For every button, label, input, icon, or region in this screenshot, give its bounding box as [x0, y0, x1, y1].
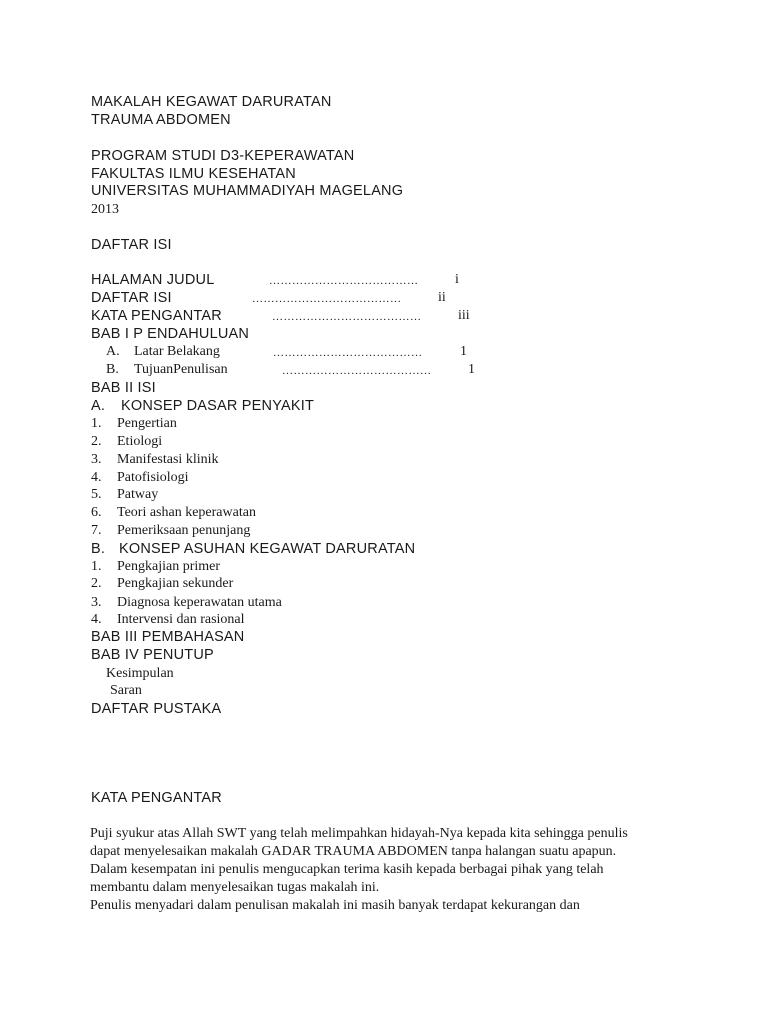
- program-name: PROGRAM STUDI D3-KEPERAWATAN: [91, 148, 355, 164]
- foreword-heading: KATA PENGANTAR: [91, 790, 222, 806]
- toc-item-number: 2.: [91, 434, 102, 449]
- toc-item-label: Etiologi: [117, 434, 163, 449]
- university-name: UNIVERSITAS MUHAMMADIYAH MAGELANG: [91, 183, 404, 199]
- toc-label: Latar Belakang: [134, 344, 220, 359]
- document-title-line-1: MAKALAH KEGAWAT DARURATAN: [91, 94, 332, 110]
- toc-item-number: 6.: [91, 505, 102, 520]
- toc-item-number: 5.: [91, 487, 102, 502]
- toc-leader-dots: …………………………………: [273, 347, 423, 359]
- toc-item-number: 7.: [91, 523, 102, 538]
- toc-item-label: Pengkajian primer: [117, 559, 221, 574]
- toc-bab-4: BAB IV PENUTUP: [91, 647, 214, 663]
- toc-section-label: KONSEP ASUHAN KEGAWAT DARURATAN: [119, 541, 416, 557]
- toc-item-number: 4.: [91, 470, 102, 485]
- foreword-line: membantu dalam menyelesaikan tugas makalah ini.: [90, 880, 380, 895]
- foreword-line: Penulis menyadari dalam penulisan makalah ini masih banyak terdapat kekurangan dan: [90, 898, 580, 913]
- toc-page-number: iii: [458, 308, 470, 323]
- toc-page-number: ii: [438, 290, 446, 305]
- toc-label: HALAMAN JUDUL: [91, 272, 215, 288]
- foreword-line: Dalam kesempatan ini penulis mengucapkan terima kasih kepada berbagai pihak yang telah: [90, 862, 604, 877]
- toc-bab-3: BAB III PEMBAHASAN: [91, 629, 245, 645]
- toc-page-number: 1: [460, 344, 467, 359]
- toc-item-marker: B.: [106, 362, 119, 377]
- toc-page-number: 1: [468, 362, 475, 377]
- toc-label: TujuanPenulisan: [134, 362, 228, 377]
- toc-item-label: Intervensi dan rasional: [117, 612, 245, 627]
- foreword-line: dapat menyelesaikan makalah GADAR TRAUMA ABDOMEN tanpa halangan suatu apapun.: [90, 844, 617, 859]
- toc-item-label: Manifestasi klinik: [117, 452, 219, 467]
- document-year: 2013: [91, 202, 119, 217]
- toc-bab-1: BAB I P ENDAHULUAN: [91, 326, 250, 342]
- document-title-line-2: TRAUMA ABDOMEN: [91, 112, 231, 128]
- toc-item-label: Patofisiologi: [117, 470, 189, 485]
- toc-section-marker: A.: [91, 398, 106, 414]
- toc-item-label: Pemeriksaan penunjang: [117, 523, 251, 538]
- toc-item-label: Teori ashan keperawatan: [117, 505, 256, 520]
- toc-item-marker: A.: [106, 344, 120, 359]
- foreword-line: Puji syukur atas Allah SWT yang telah melimpahkan hidayah-Nya kepada kita sehingga penulis: [90, 826, 628, 841]
- toc-heading: DAFTAR ISI: [91, 237, 172, 253]
- toc-item-label: Pengertian: [117, 416, 177, 431]
- toc-item-number: 1.: [91, 559, 102, 574]
- toc-leader-dots: …………………………………: [252, 293, 402, 305]
- toc-item-saran: Saran: [110, 683, 142, 698]
- toc-daftar-pustaka: DAFTAR PUSTAKA: [91, 701, 222, 717]
- toc-item-label: Diagnosa keperawatan utama: [117, 595, 282, 610]
- toc-page-number: i: [455, 272, 459, 287]
- toc-leader-dots: …………………………………: [269, 275, 419, 287]
- toc-item-number: 4.: [91, 612, 102, 627]
- toc-item-label: Pengkajian sekunder: [117, 576, 234, 591]
- toc-label: KATA PENGANTAR: [91, 308, 222, 324]
- toc-item-number: 2.: [91, 576, 102, 591]
- toc-leader-dots: …………………………………: [282, 365, 432, 377]
- toc-item-number: 1.: [91, 416, 102, 431]
- faculty-name: FAKULTAS ILMU KESEHATAN: [91, 166, 296, 182]
- toc-label: DAFTAR ISI: [91, 290, 172, 306]
- toc-item-number: 3.: [91, 595, 102, 610]
- toc-section-marker: B.: [91, 541, 106, 557]
- toc-leader-dots: …………………………………: [272, 311, 422, 323]
- toc-item-number: 3.: [91, 452, 102, 467]
- toc-section-label: KONSEP DASAR PENYAKIT: [121, 398, 315, 414]
- toc-bab-2: BAB II ISI: [91, 380, 156, 396]
- toc-item-kesimpulan: Kesimpulan: [106, 666, 174, 681]
- toc-item-label: Patway: [117, 487, 159, 502]
